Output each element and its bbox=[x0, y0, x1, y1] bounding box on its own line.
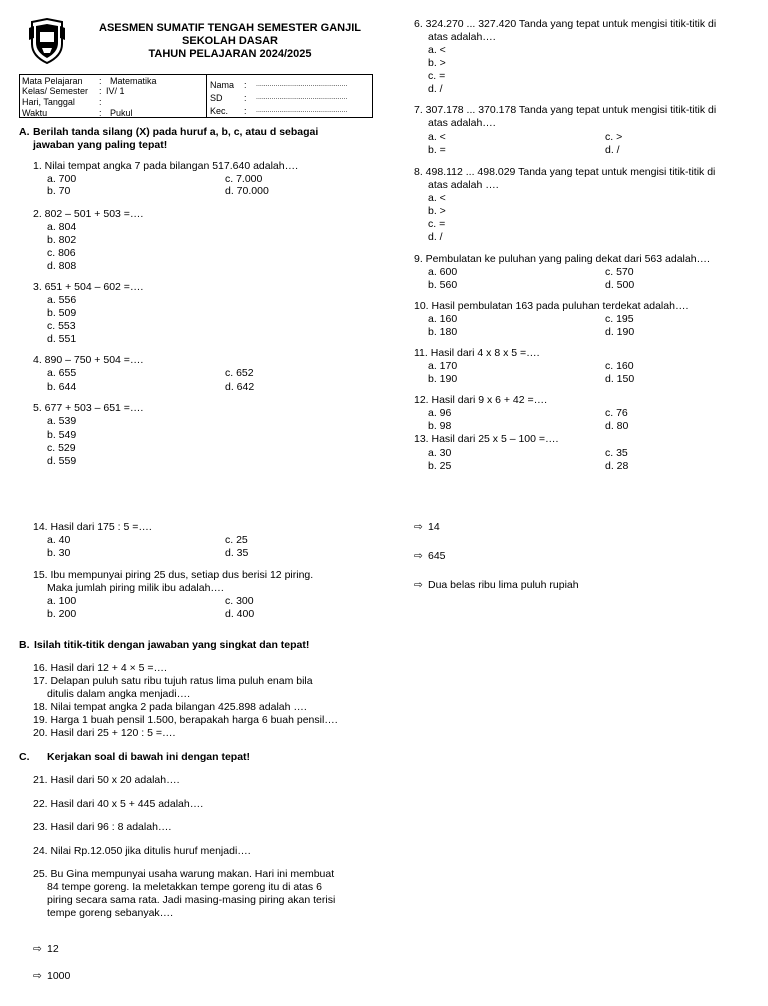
question-17: 17. Delapan puluh satu ribu tujuh ratus lima puluh enam bila bbox=[33, 675, 313, 687]
question-22: 22. Hasil dari 40 x 5 + 445 adalah…. bbox=[33, 798, 204, 810]
q6-option-d[interactable]: d. / bbox=[428, 83, 443, 95]
nama-field[interactable]: ............................................... bbox=[256, 81, 348, 88]
kec-label: Kec. bbox=[210, 106, 229, 116]
q11-option-a[interactable]: a. 170 bbox=[428, 360, 458, 372]
kec-field[interactable]: ............................................... bbox=[256, 107, 348, 114]
waktu-label: Waktu bbox=[22, 108, 48, 118]
answer-note bbox=[414, 550, 446, 562]
question-10: 10. Hasil pembulatan 163 pada puluhan terdekat adalah…. bbox=[414, 300, 689, 312]
header-line1: ASESMEN SUMATIF TENGAH SEMESTER GANJIL bbox=[99, 22, 361, 34]
q7-option-a[interactable]: a. < bbox=[428, 131, 446, 143]
q15-option-a[interactable]: a. 100 bbox=[47, 595, 77, 607]
question-9: 9. Pembulatan ke puluhan yang paling dekat dari 563 adalah…. bbox=[414, 253, 710, 265]
question-7: 7. 307.178 ... 370.178 Tanda yang tepat untuk mengisi titik-titik di bbox=[414, 104, 717, 116]
mapel-value: Matematika bbox=[110, 76, 157, 86]
question-16: 16. Hasil dari 12 + 4 × 5 =…. bbox=[33, 662, 167, 674]
exam-header bbox=[60, 22, 400, 61]
answer-note bbox=[33, 943, 59, 955]
q8-option-a[interactable]: a. < bbox=[428, 192, 446, 204]
question-7-line2: atas adalah…. bbox=[428, 117, 496, 129]
arrow-right-icon: ⇨ bbox=[33, 970, 42, 982]
q2-option-b[interactable]: b. 802 bbox=[47, 234, 77, 246]
question-18: 18. Nilai tempat angka 2 pada bilangan 425.898 adalah …. bbox=[33, 701, 307, 713]
q1-option-d[interactable]: d. 70.000 bbox=[225, 185, 269, 197]
q9-option-a[interactable]: a. 600 bbox=[428, 266, 458, 278]
question-20: 20. Hasil dari 25 + 120 : 5 =…. bbox=[33, 727, 176, 739]
q1-option-b[interactable]: b. 70 bbox=[47, 185, 71, 197]
q15-option-c[interactable]: c. 300 bbox=[225, 595, 254, 607]
q13-option-d[interactable]: d. 28 bbox=[605, 460, 629, 472]
question-25-line4: tempe goreng sebanyak…. bbox=[47, 907, 174, 919]
q2-option-c[interactable]: c. 806 bbox=[47, 247, 76, 259]
question-23: 23. Hasil dari 96 : 8 adalah…. bbox=[33, 821, 172, 833]
q9-option-c[interactable]: c. 570 bbox=[605, 266, 634, 278]
answer-text: 14 bbox=[428, 521, 440, 533]
q11-option-b[interactable]: b. 190 bbox=[428, 373, 458, 385]
q8-option-d[interactable]: d. / bbox=[428, 231, 443, 243]
kelas-label: Kelas/ Semester bbox=[22, 86, 89, 96]
q8-option-b[interactable]: b. > bbox=[428, 205, 446, 217]
q4-option-d[interactable]: d. 642 bbox=[225, 381, 255, 393]
answer-text: 12 bbox=[47, 943, 59, 955]
colon: : bbox=[244, 80, 247, 90]
q11-option-d[interactable]: d. 150 bbox=[605, 373, 635, 385]
question-5: 5. 677 + 503 – 651 =…. bbox=[33, 402, 144, 414]
mapel-label: Mata Pelajaran bbox=[22, 76, 83, 86]
q6-option-c[interactable]: c. = bbox=[428, 70, 446, 82]
colon: : bbox=[99, 97, 102, 107]
q6-option-b[interactable]: b. > bbox=[428, 57, 446, 69]
q3-option-b[interactable]: b. 509 bbox=[47, 307, 77, 319]
arrow-right-icon: ⇨ bbox=[33, 943, 42, 955]
q7-option-d[interactable]: d. / bbox=[605, 144, 620, 156]
section-b-title: Isilah titik-titik dengan jawaban yang singkat dan tepat! bbox=[34, 639, 310, 651]
q15-option-b[interactable]: b. 200 bbox=[47, 608, 77, 620]
header-line2: SEKOLAH DASAR bbox=[182, 35, 278, 47]
waktu-value: Pukul bbox=[110, 108, 133, 118]
answer-note bbox=[414, 521, 440, 533]
question-4: 4. 890 – 750 + 504 =…. bbox=[33, 354, 144, 366]
q15-option-d[interactable]: d. 400 bbox=[225, 608, 255, 620]
q13-option-b[interactable]: b. 25 bbox=[428, 460, 452, 472]
q7-option-b[interactable]: b. = bbox=[428, 144, 446, 156]
q2-option-d[interactable]: d. 808 bbox=[47, 260, 77, 272]
q3-option-a[interactable]: a. 556 bbox=[47, 294, 77, 306]
question-12: 12. Hasil dari 9 x 6 + 42 =…. bbox=[414, 394, 548, 406]
q10-option-a[interactable]: a. 160 bbox=[428, 313, 458, 325]
kelas-value: IV/ 1 bbox=[106, 86, 125, 96]
nama-label: Nama bbox=[210, 80, 235, 90]
question-6: 6. 324.270 ... 327.420 Tanda yang tepat untuk mengisi titik-titik di bbox=[414, 18, 717, 30]
question-15-line2: Maka jumlah piring milik ibu adalah…. bbox=[47, 582, 224, 594]
question-21: 21. Hasil dari 50 x 20 adalah…. bbox=[33, 774, 180, 786]
question-17-line2: ditulis dalam angka menjadi…. bbox=[47, 688, 190, 700]
arrow-right-icon: ⇨ bbox=[414, 550, 423, 562]
q1-option-a[interactable]: a. 700 bbox=[47, 173, 77, 185]
colon: : bbox=[99, 86, 102, 96]
q14-option-b[interactable]: b. 30 bbox=[47, 547, 71, 559]
question-15: 15. Ibu mempunyai piring 25 dus, setiap dus berisi 12 piring. bbox=[33, 569, 314, 581]
student-info-box bbox=[19, 74, 373, 118]
q4-option-c[interactable]: c. 652 bbox=[225, 367, 254, 379]
q8-option-c[interactable]: c. = bbox=[428, 218, 446, 230]
q2-option-a[interactable]: a. 804 bbox=[47, 221, 77, 233]
section-a-title-2: jawaban yang paling tepat! bbox=[33, 139, 168, 151]
q6-option-a[interactable]: a. < bbox=[428, 44, 446, 56]
q9-option-d[interactable]: d. 500 bbox=[605, 279, 635, 291]
colon: : bbox=[99, 76, 102, 86]
section-a-letter: A. bbox=[19, 126, 30, 138]
answer-note bbox=[414, 579, 579, 591]
header-line3: TAHUN PELAJARAN 2024/2025 bbox=[148, 48, 312, 60]
q4-option-b[interactable]: b. 644 bbox=[47, 381, 77, 393]
q4-option-a[interactable]: a. 655 bbox=[47, 367, 77, 379]
question-25: 25. Bu Gina mempunyai usaha warung makan. Hari ini membuat bbox=[33, 868, 335, 880]
question-13: 13. Hasil dari 25 x 5 – 100 =…. bbox=[414, 433, 559, 445]
q12-option-b[interactable]: b. 98 bbox=[428, 420, 452, 432]
q5-option-b[interactable]: b. 549 bbox=[47, 429, 77, 441]
colon: : bbox=[99, 108, 102, 118]
q14-option-c[interactable]: c. 25 bbox=[225, 534, 248, 546]
answer-text: Dua belas ribu lima puluh rupiah bbox=[428, 579, 579, 591]
q12-option-d[interactable]: d. 80 bbox=[605, 420, 629, 432]
q9-option-b[interactable]: b. 560 bbox=[428, 279, 458, 291]
q13-option-a[interactable]: a. 30 bbox=[428, 447, 452, 459]
q1-option-c[interactable]: c. 7.000 bbox=[225, 173, 263, 185]
q10-option-b[interactable]: b. 180 bbox=[428, 326, 458, 338]
q3-option-c[interactable]: c. 553 bbox=[47, 320, 76, 332]
q5-option-c[interactable]: c. 529 bbox=[47, 442, 76, 454]
question-25-line2: 84 tempe goreng. Ia meletakkan tempe goreng itu di atas 6 bbox=[47, 881, 322, 893]
q13-option-c[interactable]: c. 35 bbox=[605, 447, 628, 459]
section-b-letter: B. bbox=[19, 639, 30, 651]
question-2: 2. 802 – 501 + 503 =…. bbox=[33, 208, 144, 220]
question-8-line2: atas adalah …. bbox=[428, 179, 499, 191]
info-divider bbox=[206, 75, 207, 117]
colon: : bbox=[244, 93, 247, 103]
question-24: 24. Nilai Rp.12.050 jika ditulis huruf menjadi…. bbox=[33, 845, 251, 857]
q14-option-a[interactable]: a. 40 bbox=[47, 534, 71, 546]
section-c-letter: C. bbox=[19, 751, 30, 763]
section-a-title: Berilah tanda silang (X) pada huruf a, b, c, atau d sebagai bbox=[33, 126, 319, 138]
question-25-line3: piring secara sama rata. Jadi masing-masing piring akan terisi bbox=[47, 894, 336, 906]
arrow-right-icon: ⇨ bbox=[414, 579, 423, 591]
answer-text: 1000 bbox=[47, 970, 71, 982]
arrow-right-icon: ⇨ bbox=[414, 521, 423, 533]
colon: : bbox=[244, 106, 247, 116]
question-14: 14. Hasil dari 175 : 5 =…. bbox=[33, 521, 152, 533]
answer-note bbox=[33, 970, 70, 982]
section-c-title: Kerjakan soal di bawah ini dengan tepat! bbox=[47, 751, 251, 763]
question-11: 11. Hasil dari 4 x 8 x 5 =…. bbox=[414, 347, 540, 359]
question-19: 19. Harga 1 buah pensil 1.500, berapakah harga 6 buah pensil…. bbox=[33, 714, 338, 726]
q12-option-a[interactable]: a. 96 bbox=[428, 407, 452, 419]
question-1: 1. Nilai tempat angka 7 pada bilangan 517.640 adalah…. bbox=[33, 160, 299, 172]
answer-text: 645 bbox=[428, 550, 446, 562]
question-6-line2: atas adalah…. bbox=[428, 31, 496, 43]
q14-option-d[interactable]: d. 35 bbox=[225, 547, 249, 559]
hari-label: Hari, Tanggal bbox=[22, 97, 75, 107]
q7-option-c[interactable]: c. > bbox=[605, 131, 623, 143]
q5-option-d[interactable]: d. 559 bbox=[47, 455, 77, 467]
sd-label: SD bbox=[210, 93, 223, 103]
question-3: 3. 651 + 504 – 602 =…. bbox=[33, 281, 144, 293]
q5-option-a[interactable]: a. 539 bbox=[47, 415, 77, 427]
q11-option-c[interactable]: c. 160 bbox=[605, 360, 634, 372]
q10-option-c[interactable]: c. 195 bbox=[605, 313, 634, 325]
q10-option-d[interactable]: d. 190 bbox=[605, 326, 635, 338]
question-8: 8. 498.112 ... 498.029 Tanda yang tepat untuk mengisi titik-titik di bbox=[414, 166, 716, 178]
q12-option-c[interactable]: c. 76 bbox=[605, 407, 628, 419]
q3-option-d[interactable]: d. 551 bbox=[47, 333, 77, 345]
sd-field[interactable]: ............................................... bbox=[256, 94, 348, 101]
